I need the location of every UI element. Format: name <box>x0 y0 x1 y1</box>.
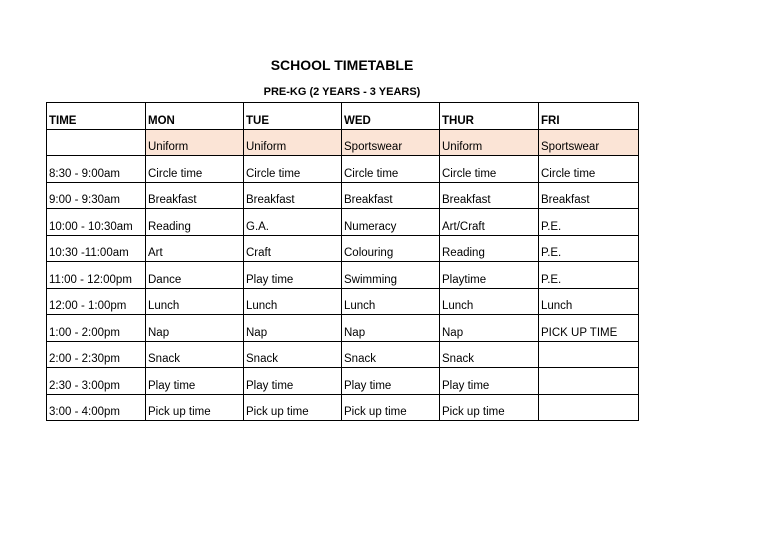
cell-time: 12:00 - 1:00pm <box>47 288 146 315</box>
cell-tue: Nap <box>244 315 342 342</box>
cell-tue: Circle time <box>244 156 342 183</box>
cell-thur: Nap <box>440 315 539 342</box>
cell-fri: P.E. <box>539 235 639 262</box>
uniform-cell-fri: Sportswear <box>539 129 639 156</box>
cell-fri: P.E. <box>539 262 639 289</box>
cell-wed: Numeracy <box>342 209 440 236</box>
header-mon: MON <box>146 103 244 130</box>
cell-mon: Reading <box>146 209 244 236</box>
page-title: SCHOOL TIMETABLE <box>270 57 414 73</box>
cell-time: 2:30 - 3:00pm <box>47 368 146 395</box>
cell-mon: Dance <box>146 262 244 289</box>
cell-time: 9:00 - 9:30am <box>47 182 146 209</box>
header-time: TIME <box>47 103 146 130</box>
cell-mon: Nap <box>146 315 244 342</box>
cell-wed: Lunch <box>342 288 440 315</box>
cell-wed: Play time <box>342 368 440 395</box>
cell-tue: Breakfast <box>244 182 342 209</box>
page-subtitle: PRE-KG (2 YEARS - 3 YEARS) <box>263 86 421 98</box>
cell-thur: Breakfast <box>440 182 539 209</box>
cell-mon: Lunch <box>146 288 244 315</box>
table-row <box>47 156 639 183</box>
header-wed: WED <box>342 103 440 130</box>
cell-tue: Craft <box>244 235 342 262</box>
table-row <box>47 315 639 342</box>
table-row <box>47 368 639 395</box>
timetable <box>46 102 639 421</box>
uniform-cell-time <box>47 129 146 156</box>
cell-thur: Play time <box>440 368 539 395</box>
cell-time: 10:00 - 10:30am <box>47 209 146 236</box>
table-row <box>47 235 639 262</box>
cell-time: 3:00 - 4:00pm <box>47 394 146 421</box>
header-thur: THUR <box>440 103 539 130</box>
uniform-row <box>47 129 639 156</box>
cell-time: 11:00 - 12:00pm <box>47 262 146 289</box>
cell-tue: Lunch <box>244 288 342 315</box>
cell-mon: Breakfast <box>146 182 244 209</box>
cell-thur: Playtime <box>440 262 539 289</box>
cell-mon: Circle time <box>146 156 244 183</box>
cell-thur: Pick up time <box>440 394 539 421</box>
cell-wed: Colouring <box>342 235 440 262</box>
table-row <box>47 288 639 315</box>
cell-fri: Lunch <box>539 288 639 315</box>
header-tue: TUE <box>244 103 342 130</box>
cell-thur: Art/Craft <box>440 209 539 236</box>
table-row <box>47 394 639 421</box>
cell-wed: Nap <box>342 315 440 342</box>
cell-fri: Circle time <box>539 156 639 183</box>
cell-fri <box>539 368 639 395</box>
uniform-cell-mon: Uniform <box>146 129 244 156</box>
uniform-cell-thur: Uniform <box>440 129 539 156</box>
cell-tue: Play time <box>244 368 342 395</box>
cell-time: 8:30 - 9:00am <box>47 156 146 183</box>
cell-tue: G.A. <box>244 209 342 236</box>
table-row <box>47 209 639 236</box>
cell-mon: Art <box>146 235 244 262</box>
cell-wed: Breakfast <box>342 182 440 209</box>
cell-tue: Play time <box>244 262 342 289</box>
cell-thur: Circle time <box>440 156 539 183</box>
cell-fri <box>539 394 639 421</box>
uniform-cell-wed: Sportswear <box>342 129 440 156</box>
cell-tue: Snack <box>244 341 342 368</box>
cell-mon: Play time <box>146 368 244 395</box>
cell-thur: Snack <box>440 341 539 368</box>
cell-mon: Pick up time <box>146 394 244 421</box>
cell-wed: Pick up time <box>342 394 440 421</box>
table-row <box>47 262 639 289</box>
cell-mon: Snack <box>146 341 244 368</box>
cell-time: 2:00 - 2:30pm <box>47 341 146 368</box>
cell-time: 1:00 - 2:00pm <box>47 315 146 342</box>
cell-wed: Swimming <box>342 262 440 289</box>
header-fri: FRI <box>539 103 639 130</box>
cell-wed: Snack <box>342 341 440 368</box>
cell-fri: Breakfast <box>539 182 639 209</box>
cell-time: 10:30 -11:00am <box>47 235 146 262</box>
uniform-cell-tue: Uniform <box>244 129 342 156</box>
table-row <box>47 182 639 209</box>
cell-fri: PICK UP TIME <box>539 315 639 342</box>
cell-thur: Lunch <box>440 288 539 315</box>
table-row <box>47 341 639 368</box>
cell-fri <box>539 341 639 368</box>
cell-fri: P.E. <box>539 209 639 236</box>
header-row <box>47 103 639 130</box>
cell-thur: Reading <box>440 235 539 262</box>
cell-tue: Pick up time <box>244 394 342 421</box>
cell-wed: Circle time <box>342 156 440 183</box>
